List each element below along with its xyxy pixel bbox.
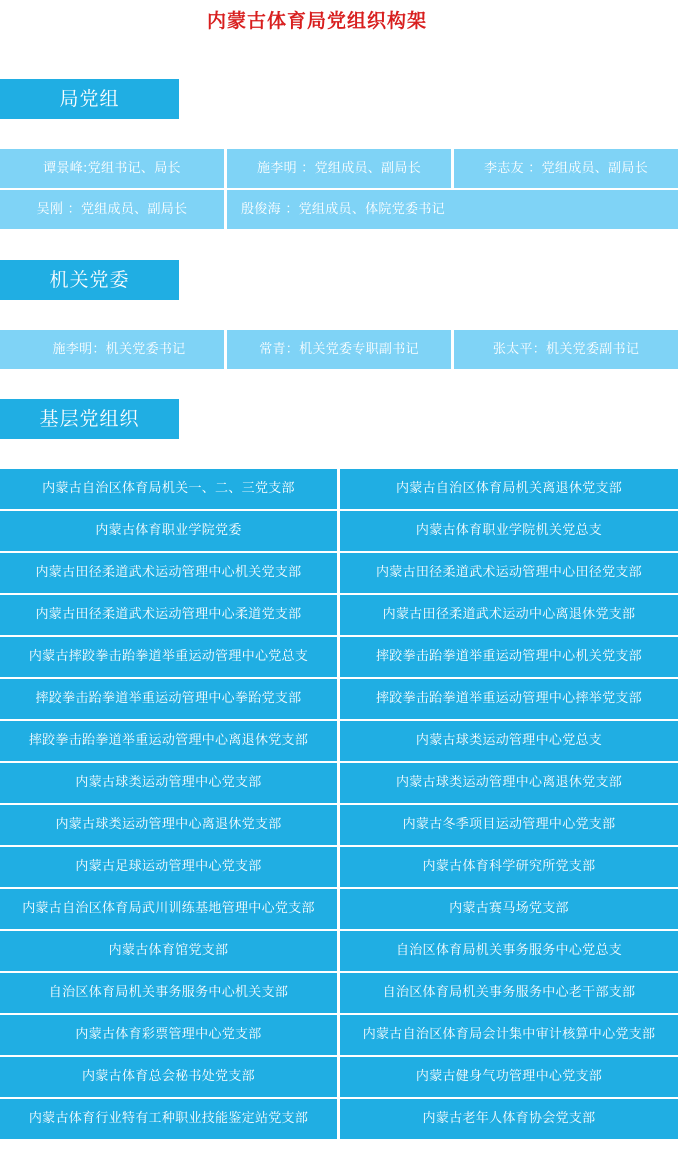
org-cell: 摔跤拳击跆拳道举重运动管理中心机关党支部 (340, 637, 678, 677)
org-cell: 内蒙古田径柔道武术运动管理中心田径党支部 (340, 553, 678, 593)
org-cell: 内蒙古球类运动管理中心离退休党支部 (340, 763, 678, 803)
org-cell: 内蒙古田径柔道武术运动中心离退休党支部 (340, 595, 678, 635)
org-cell: 内蒙古自治区体育局机关一、二、三党支部 (0, 469, 337, 509)
org-cell: 内蒙古摔跤拳击跆拳道举重运动管理中心党总支 (0, 637, 337, 677)
org-cell: 摔跤拳击跆拳道举重运动管理中心摔举党支部 (340, 679, 678, 719)
member-cell: 吴刚 ：党组成员、副局长 (0, 190, 224, 229)
org-cell: 内蒙古球类运动管理中心党总支 (340, 721, 678, 761)
org-cell: 内蒙古田径柔道武术运动管理中心柔道党支部 (0, 595, 337, 635)
org-cell: 摔跤拳击跆拳道举重运动管理中心离退休党支部 (0, 721, 337, 761)
org-cell: 内蒙古足球运动管理中心党支部 (0, 847, 337, 887)
member-cell: 施李明 ：党组成员、副局长 (227, 149, 451, 188)
org-cell: 自治区体育局机关事务服务中心党总支 (340, 931, 678, 971)
org-cell: 内蒙古球类运动管理中心离退休党支部 (0, 805, 337, 845)
org-cell: 内蒙古体育总会秘书处党支部 (0, 1057, 337, 1097)
page-title: 内蒙古体育局党组织构架 (206, 10, 427, 32)
org-cell: 内蒙古健身气功管理中心党支部 (340, 1057, 678, 1097)
org-cell: 内蒙古体育行业特有工种职业技能鉴定站党支部 (0, 1099, 337, 1139)
org-cell: 自治区体育局机关事务服务中心机关支部 (0, 973, 337, 1013)
member-cell: 殷俊海 ：党组成员、体院党委书记 (227, 190, 678, 229)
org-cell: 内蒙古自治区体育局武川训练基地管理中心党支部 (0, 889, 337, 929)
member-cell: 施李明：机关党委书记 (0, 330, 224, 369)
org-cell: 内蒙古体育彩票管理中心党支部 (0, 1015, 337, 1055)
org-cell: 内蒙古体育科学研究所党支部 (340, 847, 678, 887)
org-cell: 内蒙古体育职业学院党委 (0, 511, 337, 551)
org-cell: 内蒙古赛马场党支部 (340, 889, 678, 929)
org-cell: 自治区体育局机关事务服务中心老干部支部 (340, 973, 678, 1013)
member-cell: 李志友 ：党组成员、副局长 (454, 149, 678, 188)
org-cell: 内蒙古球类运动管理中心党支部 (0, 763, 337, 803)
member-cell: 常青：机关党委专职副书记 (227, 330, 451, 369)
member-cell: 张太平：机关党委副书记 (454, 330, 678, 369)
org-cell: 内蒙古体育馆党支部 (0, 931, 337, 971)
section-heading-jiceng: 基层党组织 (0, 399, 179, 439)
org-cell: 内蒙古冬季项目运动管理中心党支部 (340, 805, 678, 845)
org-cell: 内蒙古自治区体育局会计集中审计核算中心党支部 (340, 1015, 678, 1055)
section-heading-jiguan-dangwei: 机关党委 (0, 260, 179, 300)
org-cell: 内蒙古老年人体育协会党支部 (340, 1099, 678, 1139)
org-cell: 摔跤拳击跆拳道举重运动管理中心拳跆党支部 (0, 679, 337, 719)
org-cell: 内蒙古田径柔道武术运动管理中心机关党支部 (0, 553, 337, 593)
org-cell: 内蒙古自治区体育局机关离退休党支部 (340, 469, 678, 509)
member-cell: 谭景峰:党组书记、局长 (0, 149, 224, 188)
section-heading-ju-dang-zu: 局党组 (0, 79, 179, 119)
org-cell: 内蒙古体育职业学院机关党总支 (340, 511, 678, 551)
